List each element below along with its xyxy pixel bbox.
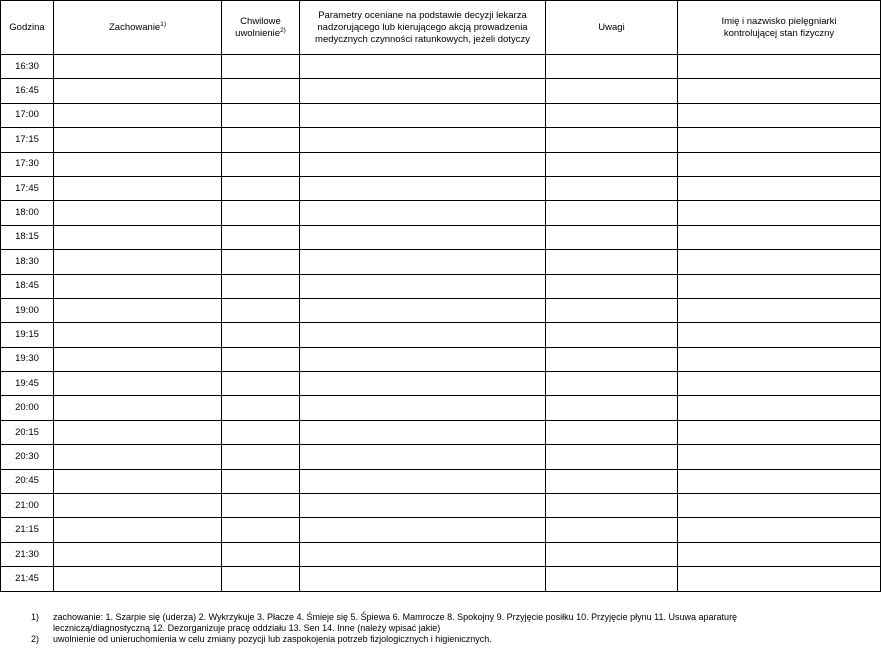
- imie-nazwisko-cell[interactable]: [678, 103, 881, 127]
- table-row: [1, 201, 881, 225]
- zachowanie-cell[interactable]: [54, 445, 222, 469]
- uwagi-cell[interactable]: [546, 420, 678, 444]
- uwagi-cell[interactable]: [546, 201, 678, 225]
- uwagi-cell[interactable]: [546, 372, 678, 396]
- imie-nazwisko-cell[interactable]: [678, 274, 881, 298]
- table-row: [1, 55, 881, 79]
- time-cell: 19:00: [1, 298, 54, 322]
- uwolnienie-cell[interactable]: [222, 396, 300, 420]
- uwolnienie-cell[interactable]: [222, 518, 300, 542]
- time-cell: 17:15: [1, 128, 54, 152]
- parametry-cell[interactable]: [300, 469, 546, 493]
- footnote-2-number: 2): [31, 634, 40, 644]
- parametry-cell[interactable]: [300, 79, 546, 103]
- zachowanie-cell[interactable]: [54, 323, 222, 347]
- uwolnienie-cell[interactable]: [222, 542, 300, 566]
- zachowanie-cell[interactable]: [54, 298, 222, 322]
- uwagi-cell[interactable]: [546, 152, 678, 176]
- table-row: [1, 250, 881, 274]
- header-row: [1, 1, 881, 55]
- uwagi-cell[interactable]: [546, 55, 678, 79]
- parametry-cell[interactable]: [300, 225, 546, 249]
- uwagi-cell[interactable]: [546, 494, 678, 518]
- imie-nazwisko-cell[interactable]: [678, 128, 881, 152]
- zachowanie-cell[interactable]: [54, 494, 222, 518]
- uwolnienie-cell[interactable]: [222, 567, 300, 591]
- footnote-ref-2: 2): [280, 26, 286, 34]
- zachowanie-cell[interactable]: [54, 567, 222, 591]
- imie-nazwisko-cell[interactable]: [678, 445, 881, 469]
- footnote-1-number: 1): [31, 612, 40, 622]
- imie-nazwisko-cell[interactable]: [678, 396, 881, 420]
- table-row: [1, 518, 881, 542]
- header-godzina: Godzina: [1, 1, 54, 55]
- time-cell: 21:15: [1, 518, 54, 542]
- time-cell: 19:45: [1, 372, 54, 396]
- time-cell: 19:15: [1, 323, 54, 347]
- uwolnienie-cell[interactable]: [222, 176, 300, 200]
- parametry-cell[interactable]: [300, 420, 546, 444]
- uwolnienie-cell[interactable]: [222, 469, 300, 493]
- footnotes: [0, 612, 881, 645]
- uwolnienie-cell[interactable]: [222, 201, 300, 225]
- uwagi-cell[interactable]: [546, 567, 678, 591]
- zachowanie-cell[interactable]: [54, 79, 222, 103]
- time-cell: 20:15: [1, 420, 54, 444]
- time-cell: 18:45: [1, 274, 54, 298]
- time-cell: 21:45: [1, 567, 54, 591]
- uwagi-cell[interactable]: [546, 79, 678, 103]
- imie-nazwisko-cell[interactable]: [678, 250, 881, 274]
- table-row: [1, 445, 881, 469]
- imie-nazwisko-cell[interactable]: [678, 176, 881, 200]
- table-row: [1, 323, 881, 347]
- time-cell: 21:00: [1, 494, 54, 518]
- imie-nazwisko-cell[interactable]: [678, 494, 881, 518]
- table-row: [1, 420, 881, 444]
- parametry-cell[interactable]: [300, 323, 546, 347]
- table-body: [1, 55, 881, 592]
- parametry-cell[interactable]: [300, 103, 546, 127]
- parametry-cell[interactable]: [300, 176, 546, 200]
- table-row: [1, 396, 881, 420]
- zachowanie-cell[interactable]: [54, 518, 222, 542]
- zachowanie-cell[interactable]: [54, 372, 222, 396]
- time-cell: 20:45: [1, 469, 54, 493]
- zachowanie-cell[interactable]: [54, 55, 222, 79]
- parametry-cell[interactable]: [300, 347, 546, 371]
- time-cell: 18:30: [1, 250, 54, 274]
- header-uwagi: Uwagi: [546, 1, 678, 55]
- header-uwolnienie: Chwilowe uwolnienie$^{2)}$: [222, 1, 300, 55]
- zachowanie-cell[interactable]: [54, 347, 222, 371]
- time-cell: 19:30: [1, 347, 54, 371]
- imie-nazwisko-cell[interactable]: [678, 469, 881, 493]
- zachowanie-cell[interactable]: [54, 128, 222, 152]
- parametry-cell[interactable]: [300, 372, 546, 396]
- footnote-ref-1: 1): [160, 20, 166, 28]
- uwagi-cell[interactable]: [546, 445, 678, 469]
- table-row: [1, 567, 881, 591]
- uwolnienie-cell[interactable]: [222, 323, 300, 347]
- uwolnienie-cell[interactable]: [222, 152, 300, 176]
- uwolnienie-cell[interactable]: [222, 55, 300, 79]
- time-cell: 17:45: [1, 176, 54, 200]
- table-row: [1, 152, 881, 176]
- imie-nazwisko-cell[interactable]: [678, 152, 881, 176]
- time-cell: 17:30: [1, 152, 54, 176]
- imie-nazwisko-cell[interactable]: [678, 347, 881, 371]
- uwolnienie-cell[interactable]: [222, 128, 300, 152]
- uwolnienie-cell[interactable]: [222, 250, 300, 274]
- uwolnienie-cell[interactable]: [222, 494, 300, 518]
- imie-nazwisko-cell[interactable]: [678, 225, 881, 249]
- uwagi-cell[interactable]: [546, 128, 678, 152]
- uwagi-cell[interactable]: [546, 518, 678, 542]
- uwagi-cell[interactable]: [546, 469, 678, 493]
- uwolnienie-cell[interactable]: [222, 347, 300, 371]
- parametry-cell[interactable]: [300, 274, 546, 298]
- uwolnienie-cell[interactable]: [222, 225, 300, 249]
- table-row: [1, 103, 881, 127]
- parametry-cell[interactable]: [300, 567, 546, 591]
- footnote-1-line-1: zachowanie: 1. Szarpie się (uderza) 2. Wykrzykuje 3. Płacze 4. Śmieje się 5. Śpiewa 6. Mamrocze 8. Spokojny 9. Przyjęcie posiłku 10. Przyjęcie płynu 11. Usuwa aparaturę: [53, 612, 738, 622]
- uwolnienie-cell[interactable]: [222, 372, 300, 396]
- table-row: [1, 176, 881, 200]
- imie-nazwisko-cell[interactable]: [678, 298, 881, 322]
- zachowanie-cell[interactable]: [54, 250, 222, 274]
- time-cell: 16:30: [1, 55, 54, 79]
- uwagi-cell[interactable]: [546, 323, 678, 347]
- parametry-cell[interactable]: [300, 55, 546, 79]
- table-row: [1, 274, 881, 298]
- footnote-1-line-2: leczniczą/diagnostyczną 12. Dezorganizuje pracę oddziału 13. Sen 14. Inne (należy wpisać jakie): [53, 623, 441, 633]
- parametry-cell[interactable]: [300, 152, 546, 176]
- uwagi-cell[interactable]: [546, 274, 678, 298]
- table-row: [1, 469, 881, 493]
- imie-nazwisko-cell[interactable]: [678, 79, 881, 103]
- imie-nazwisko-cell[interactable]: [678, 542, 881, 566]
- table-row: [1, 347, 881, 371]
- uwagi-cell[interactable]: [546, 176, 678, 200]
- zachowanie-cell[interactable]: [54, 176, 222, 200]
- uwolnienie-cell[interactable]: [222, 298, 300, 322]
- parametry-cell[interactable]: [300, 128, 546, 152]
- zachowanie-cell[interactable]: [54, 103, 222, 127]
- zachowanie-cell[interactable]: [54, 201, 222, 225]
- table-row: [1, 372, 881, 396]
- zachowanie-cell[interactable]: [54, 225, 222, 249]
- parametry-cell[interactable]: [300, 250, 546, 274]
- header-parametry: Parametry oceniane na podstawie decyzji lekarza nadzorującego lub kierującego akcją prowadzenia medycznych czynności ratunkowych, jeżeli dotyczy: [300, 1, 546, 55]
- uwagi-cell[interactable]: [546, 347, 678, 371]
- uwolnienie-cell[interactable]: [222, 79, 300, 103]
- parametry-cell[interactable]: [300, 396, 546, 420]
- zachowanie-cell[interactable]: [54, 420, 222, 444]
- imie-nazwisko-cell[interactable]: [678, 567, 881, 591]
- zachowanie-cell[interactable]: [54, 152, 222, 176]
- parametry-cell[interactable]: [300, 494, 546, 518]
- time-cell: 20:30: [1, 445, 54, 469]
- footnote-2: [0, 634, 881, 645]
- parametry-cell[interactable]: [300, 518, 546, 542]
- zachowanie-cell[interactable]: [54, 469, 222, 493]
- zachowanie-cell[interactable]: [54, 274, 222, 298]
- time-cell: 18:15: [1, 225, 54, 249]
- uwagi-cell[interactable]: [546, 542, 678, 566]
- parametry-cell[interactable]: [300, 298, 546, 322]
- table-row: [1, 298, 881, 322]
- time-cell: 16:45: [1, 79, 54, 103]
- uwagi-cell[interactable]: [546, 225, 678, 249]
- time-cell: 21:30: [1, 542, 54, 566]
- uwagi-cell[interactable]: [546, 250, 678, 274]
- table-row: [1, 79, 881, 103]
- imie-nazwisko-cell[interactable]: [678, 420, 881, 444]
- imie-nazwisko-cell[interactable]: [678, 55, 881, 79]
- header-imie-nazwisko: Imię i nazwisko pielęgniarki kontrolującej stan fizyczny: [678, 1, 881, 55]
- table-row: [1, 494, 881, 518]
- uwagi-cell[interactable]: [546, 396, 678, 420]
- zachowanie-cell[interactable]: [54, 542, 222, 566]
- time-cell: 20:00: [1, 396, 54, 420]
- parametry-cell[interactable]: [300, 201, 546, 225]
- uwagi-cell[interactable]: [546, 298, 678, 322]
- footnote-2-line-1: uwolnienie od unieruchomienia w celu zmiany pozycji lub zaspokojenia potrzeb fizjologicznych i higienicznych.: [53, 634, 492, 644]
- uwolnienie-cell[interactable]: [222, 420, 300, 444]
- imie-nazwisko-cell[interactable]: [678, 201, 881, 225]
- uwagi-cell[interactable]: [546, 103, 678, 127]
- parametry-cell[interactable]: [300, 445, 546, 469]
- uwolnienie-cell[interactable]: [222, 445, 300, 469]
- imie-nazwisko-cell[interactable]: [678, 323, 881, 347]
- uwolnienie-cell[interactable]: [222, 274, 300, 298]
- table-row: [1, 225, 881, 249]
- imie-nazwisko-cell[interactable]: [678, 372, 881, 396]
- table-row: [1, 128, 881, 152]
- header-zachowanie: Zachowanie$^{1)}$: [54, 1, 222, 55]
- time-cell: 17:00: [1, 103, 54, 127]
- zachowanie-cell[interactable]: [54, 396, 222, 420]
- uwolnienie-cell[interactable]: [222, 103, 300, 127]
- table-row: [1, 542, 881, 566]
- footnote-1: [0, 612, 881, 634]
- imie-nazwisko-cell[interactable]: [678, 518, 881, 542]
- time-cell: 18:00: [1, 201, 54, 225]
- parametry-cell[interactable]: [300, 542, 546, 566]
